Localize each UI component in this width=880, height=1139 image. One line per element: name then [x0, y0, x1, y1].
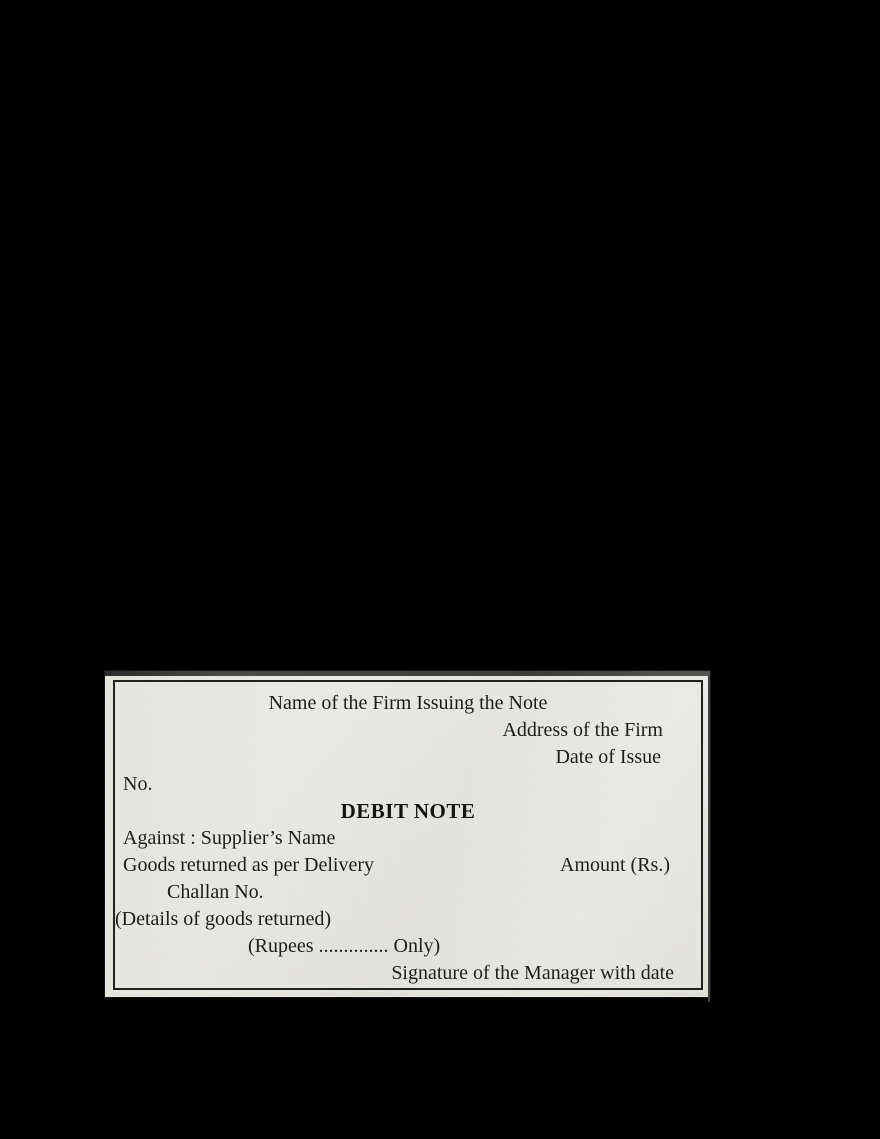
scan-shadow-right	[708, 676, 710, 1002]
goods-returned-label: Goods returned as per Delivery	[123, 854, 375, 876]
note-number-label: No.	[123, 773, 153, 795]
details-of-goods-line: (Details of goods returned)	[115, 908, 332, 930]
rupees-in-words-line: (Rupees .............. Only)	[248, 935, 441, 957]
form-content	[115, 682, 701, 988]
amount-label: Amount (Rs.)	[560, 854, 670, 876]
scan-shadow-top	[105, 671, 710, 676]
date-of-issue-line: Date of Issue	[555, 746, 661, 768]
debit-note-title: DEBIT NOTE	[340, 799, 476, 823]
firm-address-line: Address of the Firm	[502, 719, 663, 741]
firm-name-line: Name of the Firm Issuing the Note	[268, 692, 548, 714]
against-supplier-line: Against : Supplier’s Name	[123, 827, 336, 849]
goods-amount-row	[115, 852, 701, 879]
debit-note-form	[105, 671, 710, 997]
challan-number-label: Challan No.	[167, 881, 264, 903]
manager-signature-line: Signature of the Manager with date	[391, 962, 674, 984]
